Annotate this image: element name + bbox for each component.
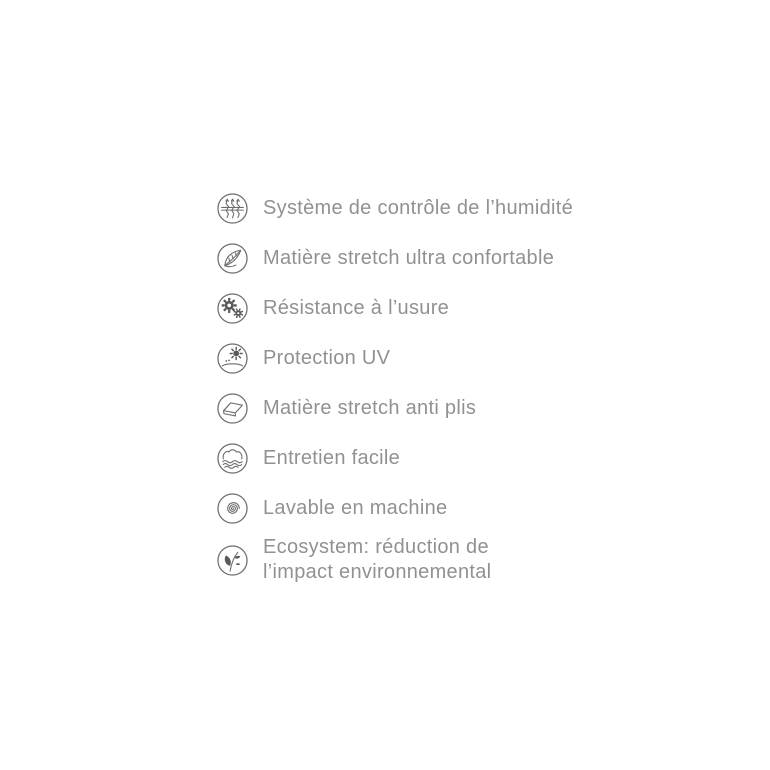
gears-icon [217,293,248,324]
sun-uv-icon [217,343,248,374]
feature-item-humidity [217,183,573,233]
feature-label: Entretien facile [263,447,401,469]
feature-item-uv-protection [217,333,573,383]
feature-label: Matière stretch anti plis [263,397,477,419]
spiral-drum-icon [217,493,248,524]
feather-icon [217,243,248,274]
feature-label: Lavable en machine [263,497,448,519]
feature-item-wear-resistance [217,283,573,333]
feature-item-comfort [217,233,573,283]
humidity-control-icon [217,193,248,224]
fabric-waves-icon [217,443,248,474]
folded-fabric-icon [217,393,248,424]
feature-label: Système de contrôle de l’humidité [263,197,574,219]
feature-label: Résistance à l’usure [263,297,450,319]
feature-label: Protection UV [263,347,391,369]
feature-label: Ecosystem: réduction de l’impact environnemental [263,536,492,583]
feature-label: Matière stretch ultra confortable [263,247,555,269]
feature-item-machine-washable [217,483,573,533]
product-features-list [217,183,573,587]
plant-leaves-icon [217,545,248,576]
feature-item-easy-care [217,433,573,483]
feature-item-anti-wrinkle [217,383,573,433]
feature-item-ecosystem [217,533,573,587]
